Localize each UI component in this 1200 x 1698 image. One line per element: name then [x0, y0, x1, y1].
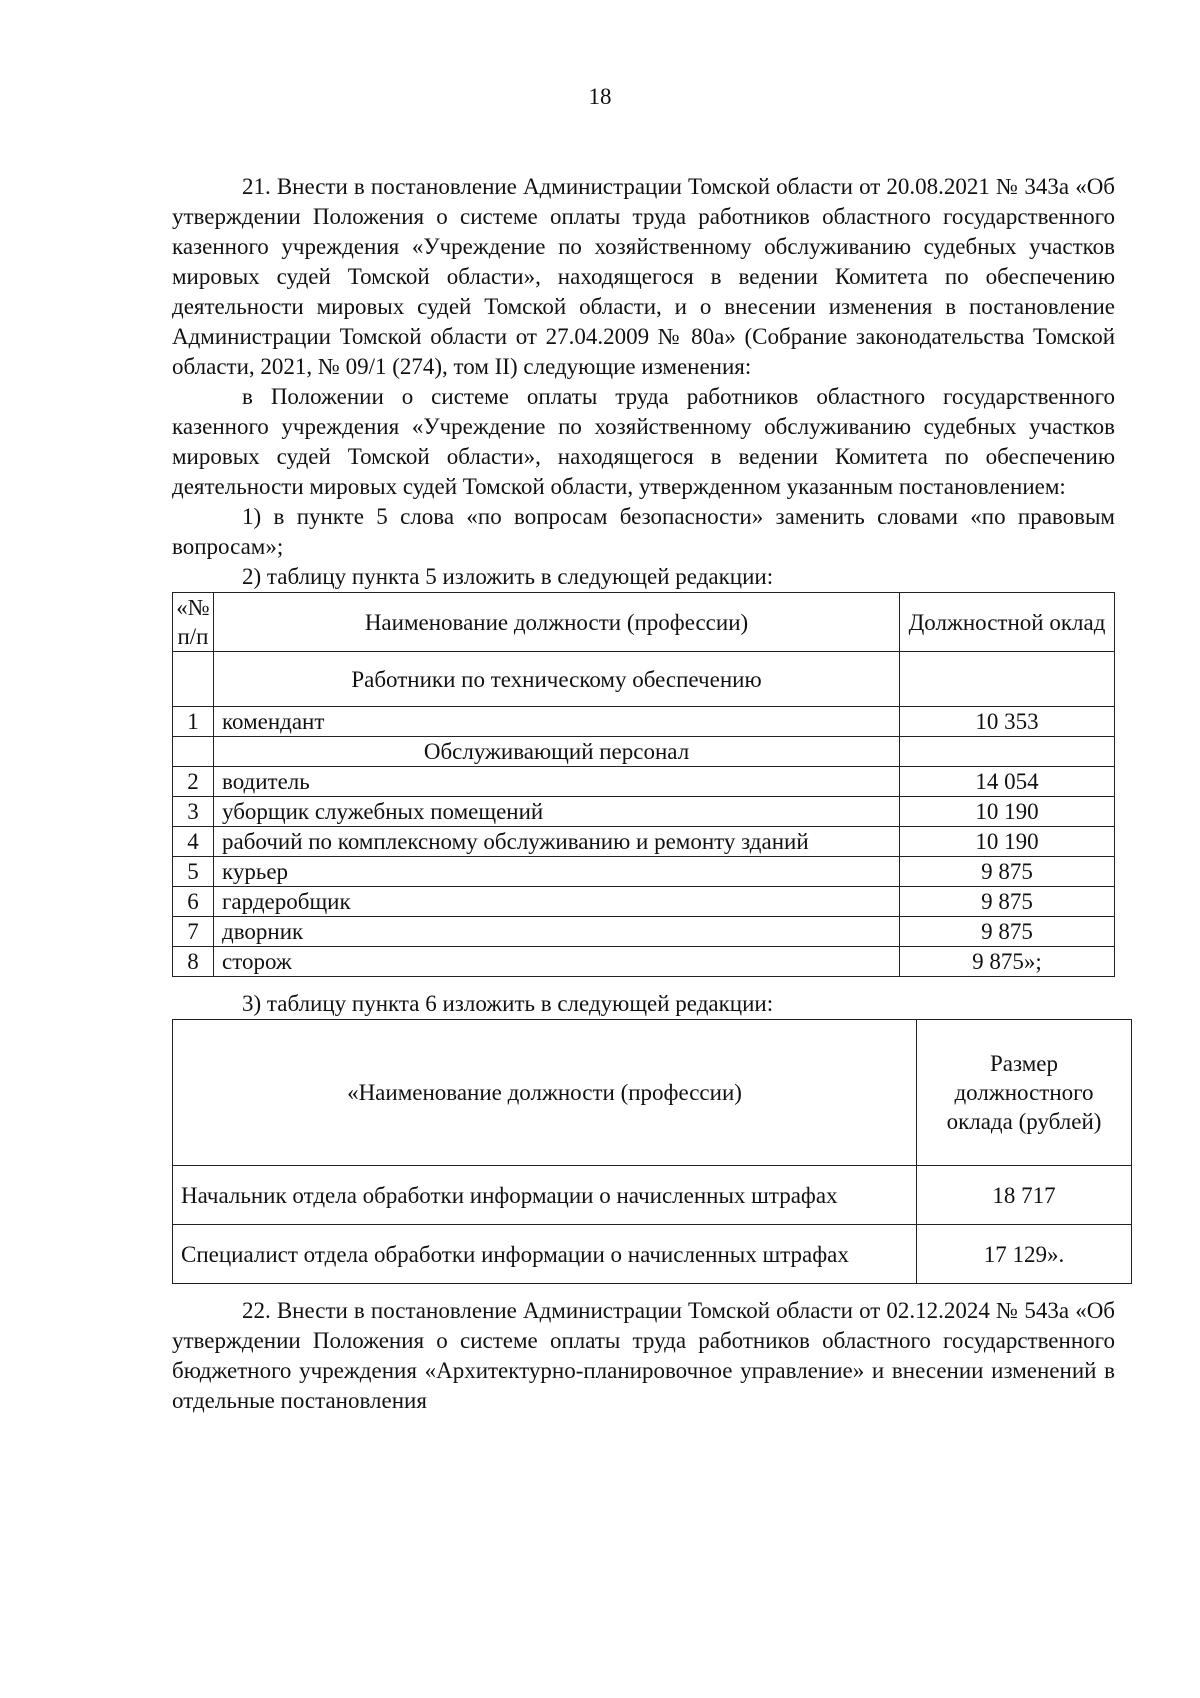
- header-salary: Должностной оклад: [900, 593, 1115, 652]
- salary-table-clause-6: [172, 1019, 1132, 1284]
- table-row: [173, 767, 1115, 797]
- table-row: [173, 827, 1115, 857]
- row-salary: 9 875: [900, 917, 1115, 947]
- row-salary: 9 875: [900, 857, 1115, 887]
- row-position: гардеробщик: [214, 887, 900, 917]
- row-num: 1: [173, 707, 214, 737]
- table-row: [173, 707, 1115, 737]
- row-num: 7: [173, 917, 214, 947]
- table-row: [173, 1166, 1132, 1225]
- paragraph-regulation: в Положении о системе оплаты труда работников областного государственного казенного учреждения «Учреждение по хозяйственному обслуживанию судебных участков мировых судей Томской области», находящегося в ведении Комитета по обеспечению деятельности мировых судей Томской области, утвержденном указанным постановлением:: [172, 384, 1115, 499]
- header-position: «Наименование должности (профессии): [173, 1020, 917, 1166]
- row-salary: 18 717: [917, 1166, 1132, 1225]
- table-header-row: [173, 593, 1115, 652]
- group-label-service: Обслуживающий персонал: [214, 737, 900, 767]
- table-header-row: [173, 1020, 1132, 1166]
- table-row: [173, 917, 1115, 947]
- row-salary: 9 875»;: [900, 947, 1115, 977]
- table-row: [173, 1225, 1132, 1284]
- page-number: 18: [588, 84, 612, 109]
- paragraph-item-1: 1) в пункте 5 слова «по вопросам безопасности» заменить словами «по правовым вопросам»;: [172, 504, 1115, 559]
- table-row: [173, 857, 1115, 887]
- header-num: «№ п/п: [173, 593, 214, 652]
- header-position: Наименование должности (профессии): [214, 593, 900, 652]
- row-position: курьер: [214, 857, 900, 887]
- row-salary: 17 129».: [917, 1225, 1132, 1284]
- row-num: 6: [173, 887, 214, 917]
- paragraph-section-21: 21. Внести в постановление Администрации Томской области от 20.08.2021 № 343а «Об утверждении Положения о системе оплаты труда работников областного государственного казенного учреждения «Учреждение по хозяйственному обслуживанию судебных участков мировых судей Томской области», находящегося в ведении Комитета по обеспечению деятельности мировых судей Томской области, и о внесении изменения в постановление Администрации Томской области от 27.04.2009 № 80а» (Собрание законодательства Томской области, 2021, № 09/1 (274), том II) следующие изменения:: [172, 174, 1115, 379]
- row-salary: 9 875: [900, 887, 1115, 917]
- row-position: уборщик служебных помещений: [214, 797, 900, 827]
- row-num: 4: [173, 827, 214, 857]
- row-salary: 10 190: [900, 797, 1115, 827]
- salary-table-clause-5: [172, 592, 1115, 977]
- header-salary: Размер должностного оклада (рублей): [917, 1020, 1132, 1166]
- row-num: 5: [173, 857, 214, 887]
- row-position: водитель: [214, 767, 900, 797]
- table-row: [173, 947, 1115, 977]
- paragraph-item-3: 3) таблицу пункта 6 изложить в следующей редакции:: [242, 991, 774, 1016]
- row-position: дворник: [214, 917, 900, 947]
- row-num: 8: [173, 947, 214, 977]
- row-num: 2: [173, 767, 214, 797]
- row-salary: 10 190: [900, 827, 1115, 857]
- document-body: [172, 172, 1115, 1416]
- group-row-technical: [173, 652, 1115, 707]
- row-salary: 10 353: [900, 707, 1115, 737]
- table-row: [173, 887, 1115, 917]
- row-position: Начальник отдела обработки информации о начисленных штрафах: [173, 1166, 917, 1225]
- group-label-technical: Работники по техническому обеспечению: [214, 652, 900, 707]
- row-num: 3: [173, 797, 214, 827]
- row-position: рабочий по комплексному обслуживанию и ремонту зданий: [214, 827, 900, 857]
- row-position: Специалист отдела обработки информации о начисленных штрафах: [173, 1225, 917, 1284]
- row-position: комендант: [214, 707, 900, 737]
- group-row-service: [173, 737, 1115, 767]
- paragraph-section-22: 22. Внести в постановление Администрации Томской области от 02.12.2024 № 543а «Об утверждении Положения о системе оплаты труда работников областного государственного бюджетного учреждения «Архитектурно-планировочное управление» и внесении изменений в отдельные постановления: [172, 1298, 1115, 1413]
- paragraph-item-2: 2) таблицу пункта 5 изложить в следующей редакции:: [242, 564, 774, 589]
- table-row: [173, 797, 1115, 827]
- row-salary: 14 054: [900, 767, 1115, 797]
- row-position: сторож: [214, 947, 900, 977]
